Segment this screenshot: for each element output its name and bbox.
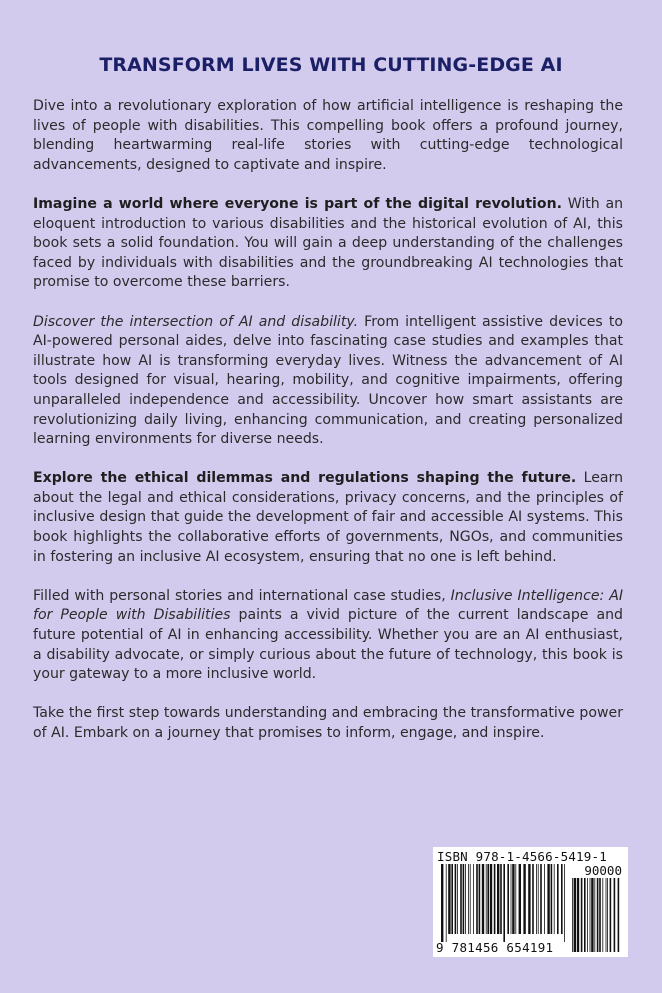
barcode-bar [494,864,496,934]
barcode-bar [523,864,525,934]
blurb-paragraph-6 [33,704,623,743]
barcode-bar [618,878,620,952]
barcode-bar [606,878,607,952]
paragraph-text: Take the first step towards understanding and embracing the transformative power of AI. Embark on a journey that promises to inform, engage, and inspire. [33,705,623,741]
barcode-bar [528,864,530,934]
barcode-bar [561,864,563,934]
barcode-bar [473,864,474,934]
barcode-bar [607,878,608,952]
barcode-bar [519,864,521,934]
isbn-barcode [433,847,628,957]
barcode-bar [486,864,487,934]
barcode-bar [457,864,458,934]
addon-number: 90000 [584,863,622,878]
barcode-bar [597,878,599,952]
book-title-reference: Inclusive Intelligence: AI for People with Disabilities [33,587,624,624]
barcode-bar [532,864,534,934]
barcode-bar [574,878,576,952]
barcode-bar [446,864,447,942]
barcode-bar [602,878,603,952]
barcode-bar [572,878,573,952]
barcode-bar [557,864,559,934]
paragraph-text: Filled with personal stories and international case studies, [33,587,451,604]
barcode-bar [460,864,462,934]
paragraph-lead: Discover the intersection of AI and disability. [33,313,359,330]
barcode-bar [610,878,612,952]
barcode-bar [497,864,499,934]
barcode-bar [564,864,565,942]
barcode-bar [441,864,443,942]
paragraph-lead: Imagine a world where everyone is part of the digital revolution. [33,195,562,212]
paragraph-text: Dive into a revolutionary exploration of how artificial intelligence is reshaping the lives of people with disabilities. This compelling book offers a profound journey, blending heartwarming real-life stories with cutting-edge technological advancements, designed to captivate and inspire. [33,98,623,173]
barcode-bar [547,864,549,934]
barcode-bar [540,864,542,934]
blurb-paragraph-3 [33,313,623,450]
cover-title: TRANSFORM LIVES WITH CUTTING-EDGE AI [99,54,563,76]
barcode-bar [500,864,502,934]
barcode-bar [614,878,616,952]
blurb-paragraph-2 [33,195,623,293]
barcode-bar [544,864,545,934]
barcode-bar [594,878,595,952]
barcode-bar [468,864,469,934]
barcode-bar [584,878,586,952]
blurb [33,97,623,763]
barcode-bar [470,864,471,934]
barcode-bar [503,864,505,942]
barcode-bar [577,878,579,952]
barcode-bar [511,864,512,934]
barcode-bars [441,864,566,942]
paragraph-text: With an eloquent introduction to various disabilities and the historical evolution of AI, this book sets a solid foundation. You will gain a deep understanding of the challenges faced by individuals with disabilities and the groundbreaking AI technologies that promise to overcome these barriers. [33,195,624,291]
barcode-bar [512,864,514,934]
blurb-paragraph-1 [33,97,623,175]
barcode-bar [490,864,492,934]
barcode-bar [599,878,601,952]
barcode-bar [587,878,588,952]
blurb-paragraph-4 [33,469,623,567]
barcode-bar [465,864,466,934]
barcode-bar [551,864,553,934]
barcode-bar [463,864,465,934]
addon-barcode-bars [572,878,622,952]
barcode-bar [479,864,481,934]
blurb-paragraph-5 [33,587,623,685]
paragraph-text: Learn about the legal and ethical considerations, privacy concerns, and the principles of inclusive design that guide the development of fair and accessible AI systems. This book highlights the collaborative efforts of governments, NGOs, and communities in fostering an inclusive AI ecosystem, ensuring that no one is left behind. [33,470,623,565]
barcode-bar [476,864,478,934]
barcode-bar [482,864,484,934]
barcode-bar [581,878,583,952]
barcode-bar [451,864,453,934]
barcode-bar [448,864,450,934]
barcode-bar [554,864,555,934]
paragraph-lead: Explore the ethical dilemmas and regulations shaping the future. [33,470,577,487]
barcode-bar [515,864,516,934]
ean-number: 9 781456 654191 [436,940,554,955]
paragraph-text: From intelligent assistive devices to AI-powered personal aides, delve into fascinating case studies and examples that illustrate how AI is transforming everyday lives. Witness the advancement of AI tools designed for visual, hearing, mobility, and cognitive impairments, offering unparalleled independence and accessibility. Uncover how smart assistants are revolutionizing daily living, enhancing communication, and creating personalized learning environments for diverse needs. [33,313,623,448]
isbn-label: ISBN 978-1-4566-5419-1 [437,849,607,864]
barcode-bar [536,864,537,934]
barcode-bar [590,878,591,952]
paragraph-text: paints a vivid picture of the current landscape and future potential of AI in enhancing accessibility. Whether you are an AI enthusiast, a disability advocate, or simply curious about the future of technology, this book is your gateway to a more inclusive world. [33,607,623,683]
barcode-bar [538,864,539,934]
barcode-bar [487,864,489,934]
barcode-bar [591,878,593,952]
barcode-bar [507,864,509,934]
barcode-bar [455,864,457,934]
